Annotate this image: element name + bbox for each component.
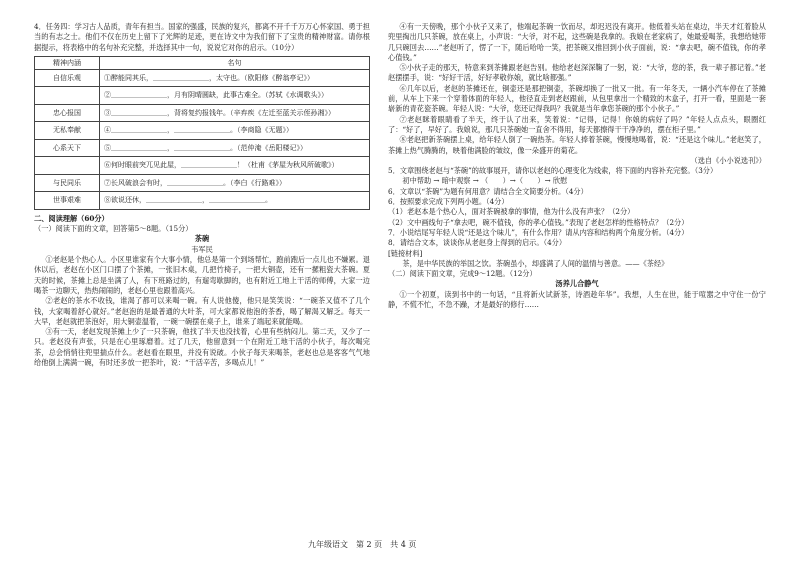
question: 6．按照要求完成下列两小题。（4分） (388, 197, 509, 207)
verse-cell: ⑦长风破浪会有时，＿＿＿＿＿＿＿＿。（李白《行路难》） (100, 174, 370, 192)
spirit-label: 自信乐观 (35, 69, 100, 87)
question: （2）文中画线句子“拿去吧，碗不值钱，你的孝心值钱。”表现了老赵怎样的性格特点？（2分） (388, 217, 689, 227)
article-paragraph: ①老赵是个热心人。小区里谁家有个大事小情，他总是第一个到场帮忙，跑前跑后一点儿也不嫌累。退休以后，老赵在小区门口摆了个茶摊，一张旧木桌，几把竹椅子，一把大铜壶，还有一摞粗瓷大茶碗。夏天的时候，茶摊上总是坐满了人，有下班路过的，有遛弯歇脚的，也有附近工地上干活的师傅，大家一边喝茶一边聊天，热热闹闹的，老赵心里也跟着高兴。 (34, 255, 370, 295)
article-source: （选自《小小说选刊》） (690, 155, 766, 165)
question: 6．文章以“茶碗”为题有何用意？请结合全文简要分析。（4分） (388, 186, 588, 196)
link-material-title: [链接材料] (388, 248, 423, 258)
table-header: 精神内涵 (35, 56, 100, 69)
article-paragraph: ③有一天，老赵发现茶摊上少了一只茶碗，他找了半天也没找着，心里有些纳闷儿。第二天，又少了一只。老赵没有声张，只是在心里琢磨着。过了几天，他留意到一个在附近工地干活的小伙子，每次喝完茶，总会悄悄往兜里揣点什么。老赵看在眼里，并没有说破。小伙子每天来喝茶，老赵也总是客客气气地给他倒上满满一碗，有时还多放一把茶叶，说：“干活辛苦，多喝点儿！” (34, 327, 370, 368)
article-author: 韦军民 (191, 244, 213, 254)
poetry-table (34, 56, 370, 210)
spirit-label (35, 87, 100, 105)
verse-cell: ⑧欲说还休，＿＿＿＿＿＿＿＿，＿＿＿＿＿＿＿＿。 (100, 192, 370, 210)
table-row (35, 192, 370, 210)
verse-cell: ⑥何时眼前突兀见此屋，＿＿＿＿＿＿＿＿！（杜甫《茅屋为秋风所破歌》） (100, 157, 370, 175)
table-row (35, 122, 370, 140)
verse-cell: ③＿＿＿＿＿＿＿＿，背将复约报钱年。（辛弃疾《左迁至蓝关示侄孙湘》） (100, 104, 370, 122)
section-heading: 二、阅读理解（60分） (34, 213, 109, 223)
page-footer: 九年级语文 第 2 页 共 4 页 (308, 540, 417, 549)
spirit-label: 无私奉献 (35, 122, 100, 140)
article-paragraph: ②老赵的茶水不收钱，谁渴了都可以来喝一碗。有人说他傻，他只是笑笑说：“一碗茶又值不了几个钱，大家喝着舒心就好。”老赵泡的是最普通的大叶茶，可大家都说他泡的茶香，喝了解渴又解乏。每天一大早，老赵就把茶泡好，用大铜壶温着，一碗一碗摆在桌子上，谁来了端起来就能喝。 (34, 296, 370, 326)
question: （1）老赵本是个热心人，面对茶碗被拿的事情，他为什么没有声张？（2分） (388, 207, 635, 217)
article-paragraph: ⑧老赵把新茶碗摆上桌，给年轻人倒了一碗热茶。年轻人捧着茶碗，慢慢地喝着，说：“还是这个味儿。”老赵笑了，茶摊上热气腾腾的，映着他满脸的皱纹，像一朵盛开的菊花。 (388, 135, 766, 155)
article-title: 茶碗 (194, 234, 210, 244)
verse-cell: ⑤＿＿＿＿＿＿＿＿，＿＿＿＿＿＿＿＿。（范仲淹《岳阳楼记》） (100, 139, 370, 157)
article-paragraph: ①一个初夏，读到书中的一句话，“且将新火试新茶，诗酒趁年华”。我想，人生在世，能于喧嚣之中守住一份宁静，不慌不忙，不急不躁，才是最好的修行…… (388, 289, 766, 310)
question: 7．小说结尾写年轻人说“还是这个味儿”，有什么作用？请从内容和结构两个角度分析。（4分） (388, 227, 689, 237)
article-paragraph: ⑥几年以后，老赵的茶摊还在，铜壶还是那把铜壶，茶碗却换了一批又一批。有一年冬天，一辆小汽车停在了茶摊前，从车上下来一个穿着体面的年轻人，他径直走到老赵跟前，从包里拿出一个精致的木盒子，打开一看，里面是一套崭新的青花瓷茶碗。年轻人说：“大爷，您还记得我吗？我就是当年拿您茶碗的那个小伙子。” (388, 83, 766, 114)
spirit-label: 与民同乐 (35, 174, 100, 192)
question: 初中帮助 → 暗中观察 → （ ）→（ ）→ 欣慰 (388, 176, 568, 186)
right-column (388, 22, 766, 310)
article-paragraph: ④有一天傍晚，那个小伙子又来了，他端起茶碗一饮而尽，却迟迟没有离开。他低着头站在桌边，半天才红着脸从兜里掏出几只茶碗，放在桌上，小声说：“大爷，对不起，这些碗是我拿的。我娘在老家病了，她最爱喝茶，我想给她带几只碗回去……”老赵听了，愣了一下，随后哈哈一笑，把茶碗又推回到小伙子面前，说：“拿去吧，碗不值钱，你的孝心值钱。” (388, 22, 766, 62)
table-row (35, 87, 370, 105)
subsection-heading: （二）阅读下面文章，完成9～12题。（12分） (388, 269, 537, 279)
article-paragraph: ⑦老赵眯着眼睛看了半天，终于认了出来，笑着说：“记得，记得！你娘的病好了吗？”年轻人点点头，眼圈红了：“好了，早好了。我娘说，那几只茶碗她一直舍不得用，每天都擦得干干净净的，摆在柜子里。” (388, 114, 766, 134)
table-row (35, 157, 370, 175)
question: 5．文章围绕老赵与“茶碗”的故事展开，请你以老赵的心理变化为线索，将下面的内容补充完整。（3分） (388, 166, 718, 176)
verse-cell: ①醉能同其乐，＿＿＿＿＿＿＿＿，太守也。（欧阳修《醉翁亭记》） (100, 69, 370, 87)
spirit-label (35, 157, 100, 175)
table-row (35, 69, 370, 87)
article-title: 汤养儿合静气 (555, 279, 599, 289)
table-header: 名句 (100, 56, 370, 69)
table-row (35, 174, 370, 192)
table-row (35, 139, 370, 157)
question-4-intro: 4．任务四：学习古人品质，青年有担当。国家的强盛，民族的复兴，都离不开千千万万心怀家国、勇于担当的有志之士。他们不仅在历史上留下了光辉的足迹，更在诗文中为我们留下了宝贵的精神财富。请你根据提示，将表格中的名句补充完整，并选择其中一句，说说它对你的启示。（10分） (34, 22, 370, 52)
link-material-text: 茶，是中华民族的举国之饮。茶碗虽小，却盛满了人间的温情与善意。——《茶经》 (388, 258, 669, 268)
question: 8．请结合文本，谈谈你从老赵身上得到的启示。（4分） (388, 238, 567, 248)
spirit-label: 忠心报国 (35, 104, 100, 122)
spirit-label: 世事艰难 (35, 192, 100, 210)
article-paragraph: ⑤小伙子走的那天，特意来到茶摊跟老赵告别。他给老赵深深鞠了一躬，说：“大爷，您的茶，我一辈子都记着。”老赵摆摆手，说：“好好干活，好好孝敬你娘，就比啥都强。” (388, 63, 766, 83)
verse-cell: ②＿＿＿＿＿＿＿＿，月有阴晴圆缺，此事古难全。（苏轼《水调歌头》） (100, 87, 370, 105)
spirit-label: 心系天下 (35, 139, 100, 157)
left-column (34, 22, 370, 368)
verse-cell: ④＿＿＿＿＿＿＿＿，＿＿＿＿＿＿＿＿。（李商隐《无题》） (100, 122, 370, 140)
table-row (35, 104, 370, 122)
table-header-row (35, 56, 370, 69)
subsection-heading: （一）阅读下面的文章，回答第5～8题。（15分） (34, 224, 193, 234)
